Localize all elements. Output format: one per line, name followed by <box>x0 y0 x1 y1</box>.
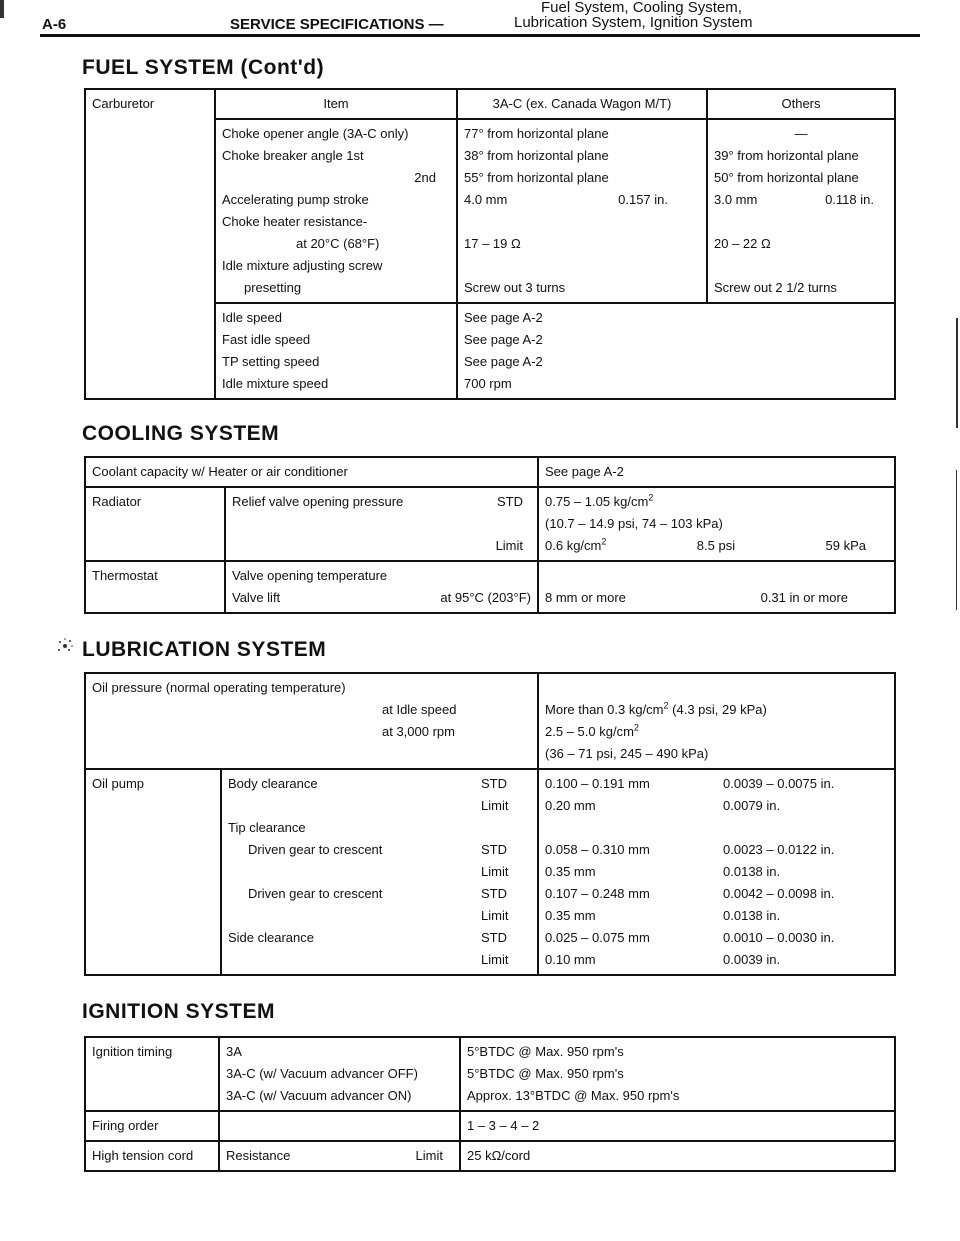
relief-limit-kg: 0.6 kg/cm <box>545 538 602 553</box>
speed-values <box>457 303 895 399</box>
valve-lift-label: Valve lift <box>232 590 281 605</box>
tip-clearance-label: Tip clearance <box>228 820 306 835</box>
pump-mm-value: 4.0 mm <box>464 192 508 207</box>
screw-value: Screw out 3 turns <box>464 280 566 295</box>
firing-order-label: Firing order <box>85 1111 219 1141</box>
timing-3a-value: 5°BTDC @ Max. 950 rpm's <box>467 1044 624 1059</box>
other-opener-value: — <box>794 126 808 141</box>
valve-lift-temp: at 95°C (203°F) <box>440 590 532 605</box>
sup-2: 2 <box>648 492 654 503</box>
subtitle-line-1: Fuel System, Cooling System, <box>541 0 742 16</box>
ignition-timing-label: Ignition timing <box>85 1037 219 1111</box>
fuel-table <box>84 88 896 400</box>
driven-gear-label: Driven gear to crescent <box>248 842 383 857</box>
page-header <box>40 0 920 37</box>
coolant-capacity-label: Coolant capacity w/ Heater or air conditioner <box>85 457 538 487</box>
idle-speed-label: Idle speed <box>222 310 282 325</box>
timing-off-value: 5°BTDC @ Max. 950 rpm's <box>467 1066 624 1081</box>
tp-setting-value: See page A-2 <box>464 354 543 369</box>
clearance-in-value: 0.0010 – 0.0030 in. <box>723 930 835 945</box>
col1-values <box>457 119 707 303</box>
opener-value: 77° from horizontal plane <box>464 126 609 141</box>
scan-speck-icon <box>55 636 75 656</box>
fuel-system-title: FUEL SYSTEM (Cont'd) <box>82 56 325 79</box>
clearance-in-value: 0.0039 – 0.0075 in. <box>723 776 835 791</box>
relief-limit-psi: 8.5 psi <box>696 538 736 553</box>
idle-speed-value: See page A-2 <box>464 310 543 325</box>
timing-3a-label: 3A <box>226 1044 242 1059</box>
sup-2: 2 <box>601 536 607 547</box>
other-pump-mm: 3.0 mm <box>714 192 758 207</box>
timing-off-label: 3A-C (w/ Vacuum advancer OFF) <box>226 1066 418 1081</box>
pressure-idle-value: More than 0.3 kg/cm <box>545 702 664 717</box>
carburetor-label: Carburetor <box>85 89 215 399</box>
cooling-system-title: COOLING SYSTEM <box>82 422 280 445</box>
clearance-mm-value: 0.35 mm <box>545 864 596 879</box>
idle-mixture-speed-label: Idle mixture speed <box>222 376 329 391</box>
col2-values <box>707 119 895 303</box>
relief-limit-kpa: 59 kPa <box>825 538 866 553</box>
idle-mixture-value: 700 rpm <box>464 376 512 391</box>
std-label: STD <box>481 842 508 857</box>
oil-pump-label: Oil pump <box>85 769 221 975</box>
at-idle-label: at Idle speed <box>382 702 457 717</box>
clearance-mm-value: 0.10 mm <box>545 952 596 967</box>
lubrication-table <box>84 672 896 976</box>
relief-std-value: 0.75 – 1.05 kg/cm <box>545 494 649 509</box>
pressure-3000-imperial: (36 – 71 psi, 245 – 490 kPa) <box>545 746 709 761</box>
clearance-in-value: 0.0042 – 0.0098 in. <box>723 886 835 901</box>
margin-mark <box>956 318 958 428</box>
section-title: SERVICE SPECIFICATIONS — <box>230 16 444 33</box>
carburetor-items <box>215 119 457 303</box>
at-3000-label: at 3,000 rpm <box>382 724 455 739</box>
cooling-table <box>84 456 896 614</box>
choke-opener-label: Choke opener angle (3A-C only) <box>222 126 409 141</box>
clearance-in-value: 0.0079 in. <box>723 798 781 813</box>
item-header: Item <box>215 89 457 119</box>
speed-items <box>215 303 457 399</box>
col1-header: 3A-C (ex. Canada Wagon M/T) <box>457 89 707 119</box>
margin-mark <box>956 470 957 610</box>
presetting-label: presetting <box>244 280 302 295</box>
limit-label: Limit <box>481 798 509 813</box>
body-clearance-label: Body clearance <box>228 776 318 791</box>
relief-valve-label: Relief valve opening pressure <box>232 494 404 509</box>
idle-screw-label: Idle mixture adjusting screw <box>222 258 383 273</box>
clearance-mm-value: 0.35 mm <box>545 908 596 923</box>
sup-2: 2 <box>663 700 669 711</box>
other-screw-value: Screw out 2 1/2 turns <box>714 280 837 295</box>
col2-header: Others <box>707 89 895 119</box>
relief-limit-label: Limit <box>495 538 524 553</box>
clearance-in-value: 0.0023 – 0.0122 in. <box>723 842 835 857</box>
relief-std-label: STD <box>497 494 524 509</box>
clearance-mm-value: 0.107 – 0.248 mm <box>545 886 650 901</box>
sup-2: 2 <box>633 722 639 733</box>
clearance-in-value: 0.0138 in. <box>723 864 781 879</box>
other-breaker2-value: 50° from horizontal plane <box>714 170 859 185</box>
pressure-3000-value: 2.5 – 5.0 kg/cm <box>545 724 634 739</box>
limit-label: Limit <box>481 908 509 923</box>
ignition-table <box>84 1036 896 1172</box>
clearance-in-value: 0.0138 in. <box>723 908 781 923</box>
std-label: STD <box>481 886 508 901</box>
limit-label: Limit <box>481 952 509 967</box>
std-label: STD <box>481 776 508 791</box>
firing-order-value: 1 – 3 – 4 – 2 <box>460 1111 895 1141</box>
timing-on-value: Approx. 13°BTDC @ Max. 950 rpm's <box>467 1088 680 1103</box>
breaker1-value: 38° from horizontal plane <box>464 148 609 163</box>
std-label: STD <box>481 930 508 945</box>
other-pump-in: 0.118 in. <box>825 192 874 207</box>
choke-2nd-label: 2nd <box>414 170 436 185</box>
heater-temp-label: at 20°C (68°F) <box>296 236 380 251</box>
side-clearance-label: Side clearance <box>228 930 314 945</box>
lubrication-system-title: LUBRICATION SYSTEM <box>82 638 327 661</box>
clearance-in-value: 0.0039 in. <box>723 952 781 967</box>
clearance-mm-value: 0.025 – 0.075 mm <box>545 930 650 945</box>
breaker2-value: 55° from horizontal plane <box>464 170 609 185</box>
lift-mm-value: 8 mm or more <box>545 590 626 605</box>
relief-std-imperial: (10.7 – 14.9 psi, 74 – 103 kPa) <box>545 516 723 531</box>
ignition-system-title: IGNITION SYSTEM <box>82 1000 276 1023</box>
resistance-label: Resistance <box>226 1148 291 1163</box>
fast-idle-label: Fast idle speed <box>222 332 311 347</box>
driven-gear-label: Driven gear to crescent <box>248 886 383 901</box>
fast-idle-value: See page A-2 <box>464 332 543 347</box>
cord-resistance-value: 25 kΩ/cord <box>460 1141 895 1171</box>
coolant-capacity-value: See page A-2 <box>538 457 895 487</box>
subtitle-line-2: Lubrication System, Ignition System <box>514 14 753 31</box>
other-heater-value: 20 – 22 Ω <box>714 236 771 251</box>
pressure-idle-imperial: (4.3 psi, 29 kPa) <box>668 702 767 717</box>
resistance-limit-label: Limit <box>415 1148 443 1163</box>
page-edge-mark <box>0 0 4 18</box>
clearance-mm-value: 0.20 mm <box>545 798 596 813</box>
lift-in-value: 0.31 in or more <box>760 590 849 605</box>
heater-value: 17 – 19 Ω <box>464 236 521 251</box>
heater-label: Choke heater resistance- <box>222 214 368 229</box>
accel-pump-label: Accelerating pump stroke <box>222 192 369 207</box>
oil-pressure-label: Oil pressure (normal operating temperature) <box>92 680 346 695</box>
limit-label: Limit <box>481 864 509 879</box>
valve-temp-label: Valve opening temperature <box>232 568 388 583</box>
tp-setting-label: TP setting speed <box>222 354 320 369</box>
choke-breaker-label: Choke breaker angle 1st <box>222 148 364 163</box>
clearance-mm-value: 0.100 – 0.191 mm <box>545 776 650 791</box>
clearance-mm-value: 0.058 – 0.310 mm <box>545 842 650 857</box>
thermostat-label: Thermostat <box>85 561 225 613</box>
high-tension-cord-label: High tension cord <box>85 1141 219 1171</box>
other-breaker1-value: 39° from horizontal plane <box>714 148 859 163</box>
radiator-label: Radiator <box>85 487 225 561</box>
page-code: A-6 <box>42 16 67 33</box>
timing-on-label: 3A-C (w/ Vacuum advancer ON) <box>226 1088 412 1103</box>
pump-in-value: 0.157 in. <box>618 192 668 207</box>
